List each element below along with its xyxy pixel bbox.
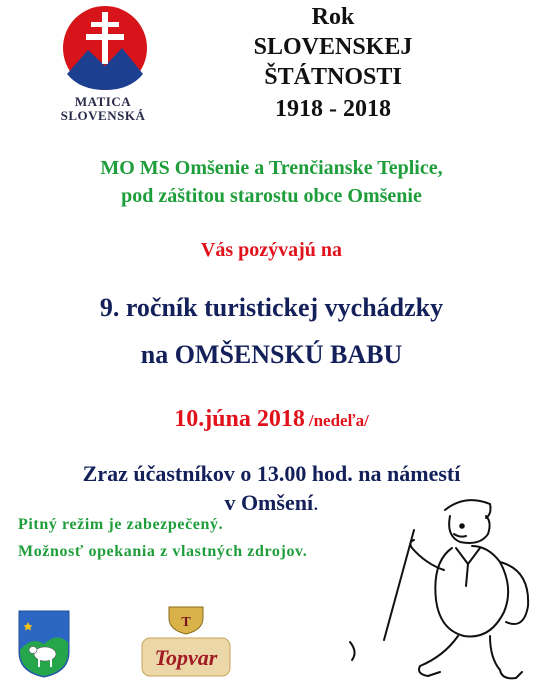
hiker-icon [340, 490, 540, 686]
matica-slovenska-logo [60, 4, 150, 92]
meeting-place: v Omšení [224, 490, 314, 515]
organizers-line2: pod záštitou starostu obce Omšenie [121, 185, 422, 207]
event-line1: 9. ročník turistickej vychádzky [99, 293, 444, 322]
event-day: /nedeľa/ [308, 411, 369, 430]
event-date-main: 10.júna 2018 [174, 406, 305, 432]
title-line-rok: Rok [311, 4, 355, 30]
hiker-illustration [340, 490, 540, 686]
note-drinking: Pitný režim je zabezpečený. [18, 516, 224, 533]
topvar-sponsor-logo [136, 604, 236, 680]
sheep-coat-of-arms-icon [18, 610, 70, 678]
matica-emblem-icon [60, 4, 150, 92]
svg-text:T: T [181, 615, 191, 630]
title-line-years: 1918 - 2018 [275, 96, 391, 122]
event-line2: na OMŠENSKÚ BABU [140, 340, 403, 369]
organizers-line1: MO MS Omšenie a Trenčianske Teplice, [100, 157, 443, 179]
title-line-slovenskej: SLOVENSKEJ [253, 34, 413, 60]
logo-text-line2: SLOVENSKÁ [60, 108, 146, 123]
invite-text: Vás pozývajú na [200, 239, 343, 261]
omsenie-coat-of-arms [18, 610, 70, 678]
note-grilling: Možnosť opekania z vlastných zdrojov. [18, 543, 308, 560]
meeting-period: . [313, 490, 319, 515]
logo-text-line1: MATICA [74, 94, 132, 109]
meeting-line1: Zraz účastníkov o 13.00 hod. na námestí [82, 461, 461, 486]
topvar-brand-text: Topvar [154, 645, 218, 670]
event-date [0, 404, 543, 437]
title-line-statnosti: ŠTÁTNOSTI [264, 64, 402, 90]
